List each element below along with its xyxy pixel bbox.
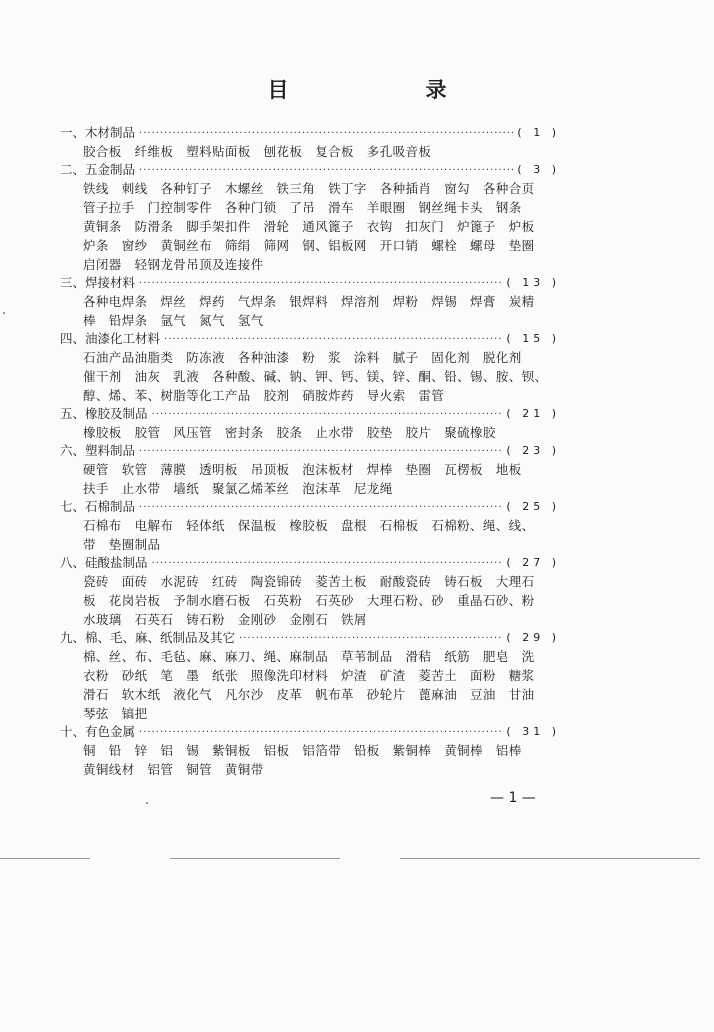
item-line: 催干剂 油灰 乳液 各种酸、碱、钠、钾、钙、镁、锌、酮、铅、锡、胺、钡、 — [83, 369, 548, 384]
toc-entry — [60, 124, 560, 161]
item-line: 棒 铅焊条 氩气 氮气 氢气 — [83, 313, 264, 328]
item-line: 启闭器 轻钢龙骨吊顶及连接件 — [83, 257, 264, 272]
item-line: 炉条 窗纱 黄铜丝布 筛绢 筛网 钢、铝板网 开口销 螺栓 螺母 垫圈 — [83, 238, 535, 253]
section-heading: 七、石棉制品 — [60, 499, 136, 514]
section-heading: 三、焊接材料 — [60, 275, 136, 290]
section-page-number: ( 15 ) — [506, 332, 560, 345]
section-items — [60, 516, 560, 554]
item-line: 橡胶板 胶管 风压管 密封条 胶条 止水带 胶垫 胶片 聚硫橡胶 — [83, 425, 496, 440]
item-line: 棉、丝、布、毛毡、麻、麻刀、绳、麻制品 草苇制品 滑秸 纸筋 肥皂 洗 — [83, 649, 535, 664]
item-line: 铜 铅 锌 铝 锡 紫铜板 铝板 铝箔带 铅板 紫铜棒 黄铜棒 铝棒 — [83, 743, 522, 758]
section-items — [60, 179, 560, 274]
toc-heading-row[interactable] — [60, 498, 560, 516]
toc-heading-row[interactable] — [60, 442, 560, 460]
section-items — [60, 572, 560, 629]
toc-heading-row[interactable] — [60, 330, 560, 348]
item-line: 黄铜条 防滑条 脚手架扣件 滑轮 通风篦子 衣钩 扣灰门 炉篦子 炉板 — [83, 219, 535, 234]
section-items — [60, 348, 560, 405]
section-page-number: ( 21 ) — [506, 407, 560, 420]
section-page-number: ( 3 ) — [517, 163, 560, 176]
toc-heading-row[interactable] — [60, 274, 560, 292]
section-page-number: ( 13 ) — [506, 276, 560, 289]
section-page-number: ( 23 ) — [506, 444, 560, 457]
toc-entry — [60, 330, 560, 405]
toc-entry — [60, 274, 560, 330]
toc-entry — [60, 723, 560, 779]
item-line: 各种电焊条 焊丝 焊药 气焊条 银焊料 焊溶剂 焊粉 焊锡 焊膏 炭精 — [83, 294, 535, 309]
table-of-contents — [60, 124, 560, 779]
item-line: 板 花岗岩板 予制水磨石板 石英粉 石英砂 大理石粉、砂 重晶石砂、粉 — [83, 593, 535, 608]
toc-heading-row[interactable] — [60, 405, 560, 423]
item-line: 管子拉手 门控制零件 各种门锁 了吊 滑车 羊眼圈 钢丝绳卡头 钢条 — [83, 200, 522, 215]
section-heading: 六、塑料制品 — [60, 443, 136, 458]
toc-heading-row[interactable] — [60, 554, 560, 572]
scan-edge-line — [400, 858, 700, 859]
dot-leader — [239, 631, 502, 647]
toc-heading-row[interactable] — [60, 161, 560, 179]
scan-edge-line — [170, 858, 340, 859]
section-items — [60, 647, 560, 723]
item-line: 石油产品油脂类 防冻液 各种油漆 粉 浆 涂料 腻子 固化剂 脱化剂 — [83, 350, 522, 365]
toc-entry — [60, 442, 560, 498]
item-line: 带 垫圈制品 — [83, 537, 161, 552]
scan-speck — [146, 802, 148, 804]
item-line: 胶合板 纤维板 塑料贴面板 刨花板 复合板 多孔吸音板 — [83, 144, 432, 159]
item-line: 铁线 刺线 各种钉子 木螺丝 铁三角 铁丁字 各种插肖 窗勾 各种合页 — [83, 181, 535, 196]
item-line: 水玻璃 石英石 铸石粉 金刚砂 金刚石 铁屑 — [83, 612, 367, 627]
dot-leader — [152, 556, 503, 572]
item-line: 醇、烯、苯、树脂等化工产品 胶剂 硝胺炸药 导火索 雷管 — [83, 388, 445, 403]
section-items — [60, 292, 560, 330]
section-heading: 八、硅酸盐制品 — [60, 555, 148, 570]
toc-entry — [60, 405, 560, 442]
section-heading: 十、有色金属 — [60, 724, 136, 739]
toc-heading-row[interactable] — [60, 124, 560, 142]
section-page-number: ( 25 ) — [506, 500, 560, 513]
scan-speck — [3, 312, 5, 314]
item-line: 硬管 软管 薄膜 透明板 吊顶板 泡沫板材 焊棒 垫圈 瓦楞板 地板 — [83, 462, 522, 477]
toc-entry — [60, 498, 560, 554]
section-page-number: ( 1 ) — [517, 126, 560, 139]
item-line: 石棉布 电解布 轻体纸 保温板 橡胶板 盘根 石棉板 石棉粉、绳、线、 — [83, 518, 535, 533]
section-items — [60, 423, 560, 442]
toc-entry — [60, 161, 560, 274]
dot-leader — [139, 725, 502, 741]
section-heading: 一、木材制品 — [60, 125, 136, 140]
dot-leader — [139, 444, 502, 460]
section-page-number: ( 27 ) — [506, 556, 560, 569]
section-items — [60, 741, 560, 779]
scan-edge-line — [0, 858, 90, 859]
item-line: 扶手 止水带 墙纸 聚氯乙烯苯丝 泡沫革 尼龙绳 — [83, 481, 393, 496]
item-line: 琴弦 镐把 — [83, 706, 148, 721]
section-page-number: ( 29 ) — [506, 631, 560, 644]
section-items — [60, 142, 560, 161]
dot-leader — [139, 163, 513, 179]
section-items — [60, 460, 560, 498]
dot-leader — [164, 332, 502, 348]
toc-heading-row[interactable] — [60, 629, 560, 647]
section-heading: 四、油漆化工材料 — [60, 331, 161, 346]
item-line: 衣粉 砂纸 笔 墨 纸张 照像洗印材料 炉渣 矿渣 菱苦土 面粉 糖浆 — [83, 668, 535, 683]
dot-leader — [139, 500, 502, 516]
page-title: 目 录 — [267, 78, 505, 102]
item-line: 瓷砖 面砖 水泥砖 红砖 陶瓷锦砖 菱苦土板 耐酸瓷砖 铸石板 大理石 — [83, 574, 535, 589]
dot-leader — [152, 407, 503, 423]
toc-heading-row[interactable] — [60, 723, 560, 741]
item-line: 黄铜线材 铝管 铜管 黄铜带 — [83, 762, 264, 777]
section-heading: 五、橡胶及制品 — [60, 406, 148, 421]
dot-leader — [139, 126, 513, 142]
page-number: — 1 — — [490, 790, 536, 806]
toc-entry — [60, 629, 560, 723]
item-line: 滑石 软木纸 液化气 凡尔沙 皮革 帆布革 砂轮片 蓖麻油 豆油 甘油 — [83, 687, 535, 702]
section-heading: 二、五金制品 — [60, 162, 136, 177]
dot-leader — [139, 276, 502, 292]
toc-entry — [60, 554, 560, 629]
section-page-number: ( 31 ) — [506, 725, 560, 738]
section-heading: 九、棉、毛、麻、纸制品及其它 — [60, 630, 236, 645]
